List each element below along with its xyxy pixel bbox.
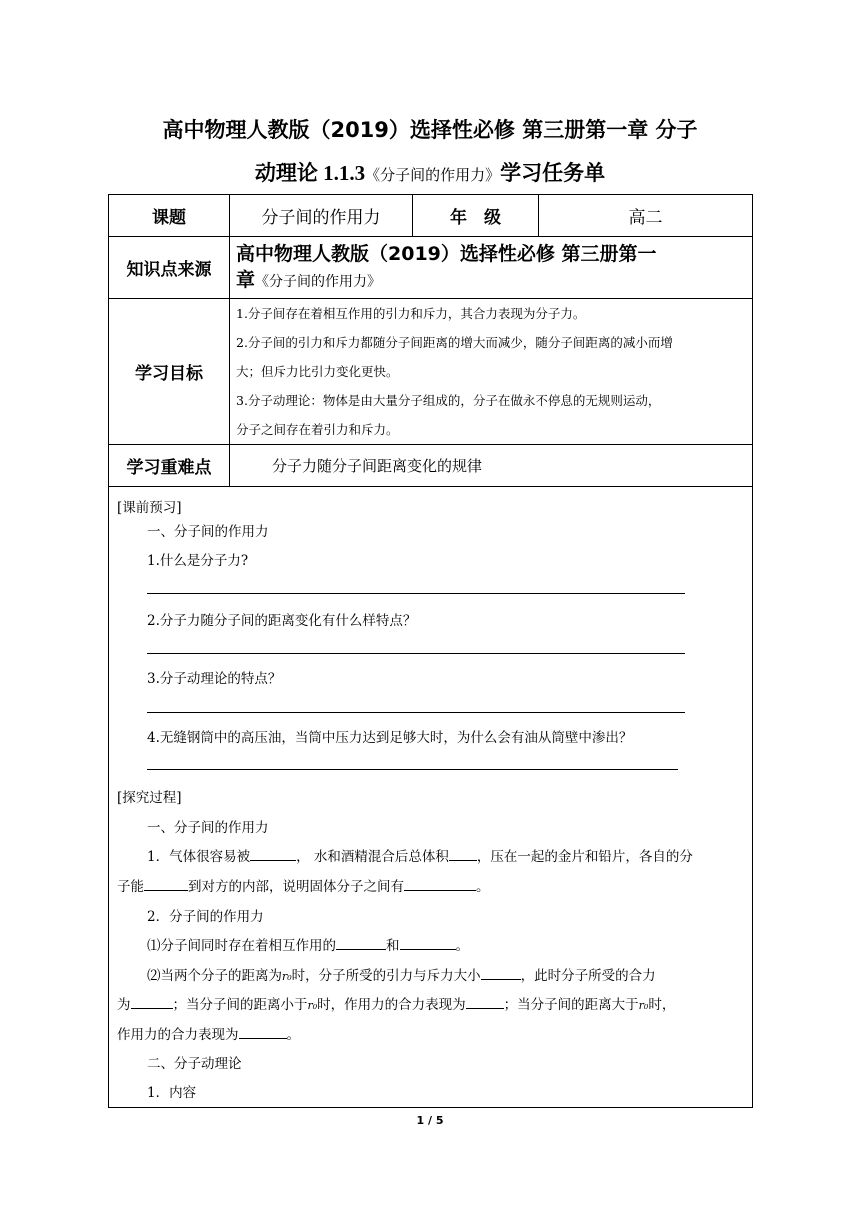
difficulty-label: 学习重难点 <box>109 445 230 487</box>
fill-blank[interactable] <box>481 965 521 980</box>
goal-line: 分子之间存在着引力和斥力。 <box>236 422 399 437</box>
text: 。 <box>286 1027 300 1043</box>
text: ⑴分子间同时存在着相互作用的 <box>147 938 336 954</box>
text: 时，作用力的合力表现为 <box>317 997 466 1013</box>
text: 时，分子所受的引力与斥力大小 <box>291 968 481 984</box>
r0-symbol: r₀ <box>282 970 292 983</box>
r0-symbol: r₀ <box>307 999 318 1012</box>
doc-title-line1: 高中物理人教版（2019）选择性必修 第三册第一章 分子 <box>162 118 698 142</box>
goal-line: 1.分子间存在着相互作用的引力和斥力，其合力表现为分子力。 <box>236 306 586 321</box>
explore-sub2-line1 <box>147 964 656 984</box>
source-line2 <box>236 267 752 295</box>
goal-line: 2.分子间的引力和斥力都随分子间距离的增大而减少，随分子间距离的减小而增 <box>236 335 673 350</box>
topic-label: 课题 <box>109 195 230 237</box>
explore-p1-line1 <box>147 845 693 865</box>
text: 为 <box>117 997 131 1013</box>
text: ， 水和酒精混合后总体积 <box>296 849 449 865</box>
topic-value: 分子间的作用力 <box>230 195 413 237</box>
source-topic: 《分子间的作用力》 <box>255 273 382 290</box>
page-number: 1 / 5 <box>416 1114 444 1127</box>
answer-line[interactable] <box>147 653 685 654</box>
title-prefix: 动理论 1.1.3 <box>254 161 366 185</box>
fill-blank[interactable] <box>239 1024 287 1039</box>
explore-p1-line2 <box>117 875 490 895</box>
fill-blank[interactable] <box>449 846 477 861</box>
fill-blank[interactable] <box>404 876 476 891</box>
text: 时， <box>648 997 676 1013</box>
text: 1．气体很容易被 <box>147 849 251 865</box>
text: 作用力的合力表现为 <box>117 1027 239 1043</box>
text: ⑵当两个分子的距离为 <box>147 968 282 984</box>
explore-heading: [探究过程] <box>117 790 182 806</box>
fill-blank[interactable] <box>250 846 296 861</box>
text: ，压在一起的金片和铅片，各自的分 <box>476 849 693 865</box>
preview-question-2: 2.分子力随分子间的距离变化有什么样特点？ <box>147 613 417 629</box>
preview-question-3: 3.分子动理论的特点？ <box>147 671 282 687</box>
explore-content-item: 1．内容 <box>147 1085 197 1101</box>
explore-sub2-line3 <box>117 1023 300 1043</box>
text: ；当分子间的距离小于 <box>172 997 308 1013</box>
preview-question-4: 4.无缝钢筒中的高压油，当筒中压力达到足够大时，为什么会有油从筒壁中渗出？ <box>147 730 633 746</box>
explore-item-2: 2．分子间的作用力 <box>147 909 264 925</box>
fill-blank[interactable] <box>144 876 188 891</box>
text: ，此时分子所受的合力 <box>520 968 656 984</box>
explore-section-2: 二、分子动理论 <box>147 1056 242 1072</box>
goal-line: 3.分子动理论：物体是由大量分子组成的，分子在做永不停息的无规则运动， <box>236 393 661 408</box>
source-chapter: 章 <box>236 268 256 291</box>
answer-line[interactable] <box>147 712 685 713</box>
text: 子能 <box>117 879 144 895</box>
title-suffix: 学习任务单 <box>500 161 606 185</box>
info-table <box>108 194 753 487</box>
text: 。 <box>455 938 469 954</box>
fill-blank[interactable] <box>131 994 173 1009</box>
text: ；当分子间的距离大于 <box>503 997 639 1013</box>
worksheet-body <box>108 484 753 1108</box>
source-line1: 高中物理人教版（2019）选择性必修 第三册第一 <box>236 242 657 265</box>
preview-section: 一、分子间的作用力 <box>147 524 269 540</box>
r0-symbol: r₀ <box>638 999 649 1012</box>
answer-line[interactable] <box>147 769 678 770</box>
source-value <box>230 237 753 299</box>
doc-title-line2 <box>0 157 860 187</box>
text: 。 <box>476 879 490 895</box>
fill-blank[interactable] <box>336 935 386 950</box>
goal-line: 大；但斥力比引力变化更快。 <box>236 364 399 379</box>
preview-heading: [课前预习] <box>117 500 182 516</box>
explore-sub2-line2 <box>117 993 675 1013</box>
fill-blank[interactable] <box>400 935 456 950</box>
explore-section-1: 一、分子间的作用力 <box>147 820 269 836</box>
answer-line[interactable] <box>147 593 685 594</box>
title-topic: 《分子间的作用力》 <box>365 166 501 184</box>
source-label: 知识点来源 <box>109 237 230 299</box>
text: 到对方的内部，说明固体分子之间有 <box>188 879 404 895</box>
grade-value: 高二 <box>539 195 753 237</box>
explore-sub1 <box>147 934 469 954</box>
grade-label: 年 级 <box>413 195 539 237</box>
fill-blank[interactable] <box>466 994 504 1009</box>
goals-label: 学习目标 <box>109 299 230 445</box>
goals-list <box>230 299 753 445</box>
preview-question-1: 1.什么是分子力? <box>147 553 249 569</box>
difficulty-value: 分子力随分子间距离变化的规律 <box>230 445 753 487</box>
text: 和 <box>386 938 400 954</box>
